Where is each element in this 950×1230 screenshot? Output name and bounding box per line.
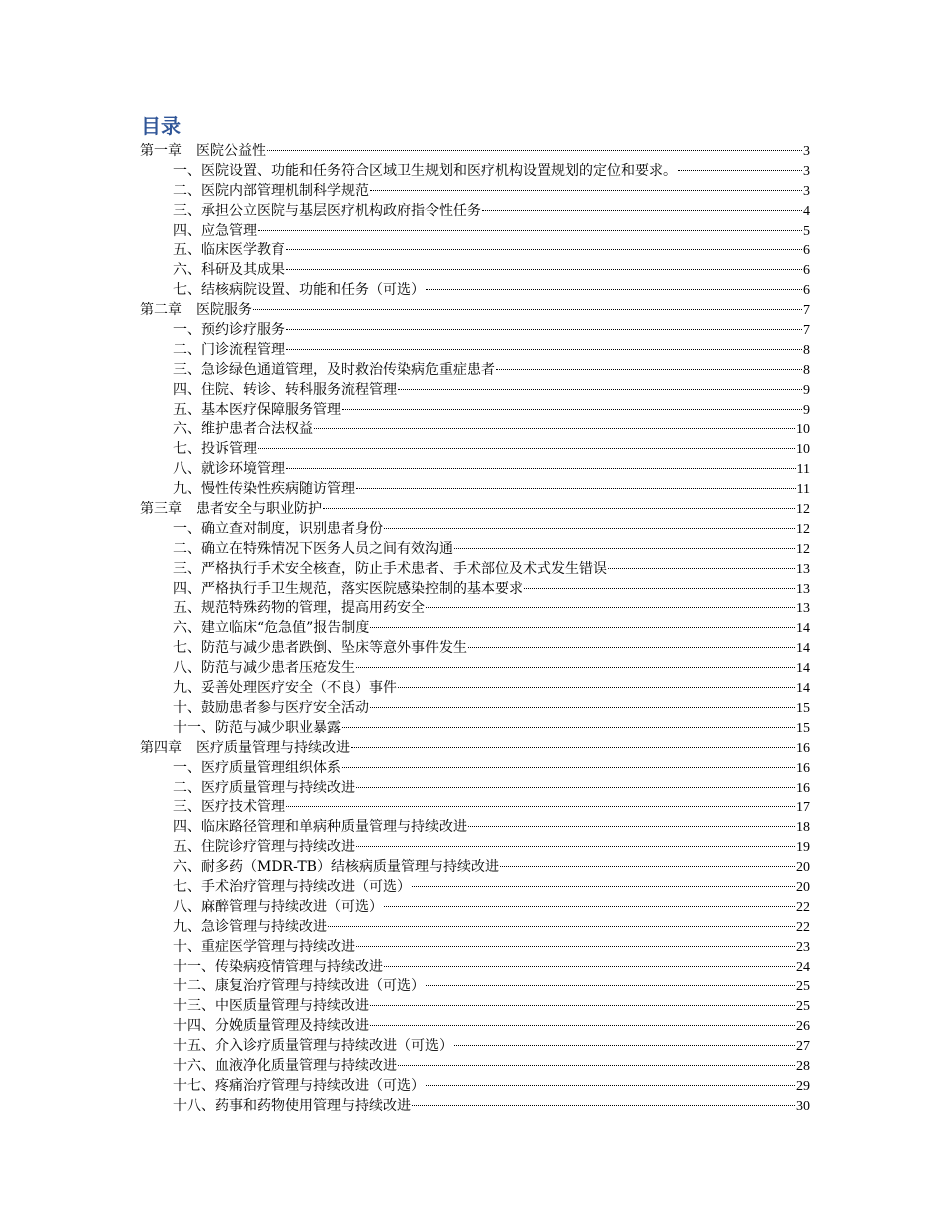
toc-page-number: 6 xyxy=(803,243,810,259)
toc-dot-leader xyxy=(286,329,802,330)
toc-dot-leader xyxy=(370,707,795,708)
toc-page-number: 27 xyxy=(796,1039,810,1055)
toc-page-number: 29 xyxy=(796,1078,810,1094)
toc-page-number: 16 xyxy=(796,780,810,796)
toc-page-number: 11 xyxy=(796,482,810,498)
toc-section-entry[interactable] xyxy=(140,599,810,619)
toc-page-number: 20 xyxy=(796,860,810,876)
toc-page-number: 25 xyxy=(796,979,810,995)
toc-page-number: 23 xyxy=(796,939,810,955)
toc-chapter-entry[interactable] xyxy=(140,142,810,162)
toc-section-entry[interactable] xyxy=(140,540,810,560)
toc-page-number: 3 xyxy=(803,183,810,199)
toc-page-number: 11 xyxy=(796,462,810,478)
toc-entry-text: 八、防范与减少患者压疮发生 xyxy=(173,660,355,677)
toc-entry-text: 七、投诉管理 xyxy=(173,441,257,458)
toc-entry-text: 二、确立在特殊情况下医务人员之间有效沟通 xyxy=(173,540,453,557)
toc-page-number: 4 xyxy=(803,203,810,219)
toc-dot-leader xyxy=(286,806,795,807)
toc-page-number: 14 xyxy=(796,661,810,677)
toc-page-number: 12 xyxy=(796,502,810,518)
toc-dot-leader xyxy=(398,389,802,390)
toc-section-entry[interactable] xyxy=(140,1057,810,1077)
toc-section-entry[interactable] xyxy=(140,1037,810,1057)
toc-section-entry[interactable] xyxy=(140,341,810,361)
toc-page-number: 20 xyxy=(796,879,810,895)
toc-page-number: 3 xyxy=(803,144,810,159)
toc-page-number: 22 xyxy=(796,899,810,915)
toc-entry-text: 四、严格执行手卫生规范，落实医院感染控制的基本要求 xyxy=(173,580,523,597)
toc-dot-leader xyxy=(370,1025,795,1026)
toc-entry-text: 第四章 医疗质量管理与持续改进 xyxy=(140,739,350,756)
toc-entry-text: 十、鼓励患者参与医疗安全活动 xyxy=(173,699,369,716)
toc-dot-leader xyxy=(468,826,795,827)
toc-dot-leader xyxy=(342,727,795,728)
toc-entry-text: 第三章 患者安全与职业防护 xyxy=(140,501,322,518)
toc-section-entry[interactable] xyxy=(140,560,810,580)
toc-page-number: 13 xyxy=(796,601,810,617)
toc-section-entry[interactable] xyxy=(140,281,810,301)
toc-section-entry[interactable] xyxy=(140,162,810,182)
toc-page-number: 10 xyxy=(796,442,810,458)
toc-dot-leader xyxy=(356,787,795,788)
toc-entry-text: 五、住院诊疗管理与持续改进 xyxy=(173,839,355,856)
toc-entry-text: 三、急诊绿色通道管理，及时救治传染病危重症患者 xyxy=(173,361,495,378)
toc-entry-text: 六、建立临床“危急值”报告制度 xyxy=(173,620,370,637)
toc-section-entry[interactable] xyxy=(140,719,810,739)
toc-page-number: 22 xyxy=(796,919,810,935)
toc-entry-text: 七、结核病院设置、功能和任务（可选） xyxy=(173,282,425,299)
toc-entry-text: 六、科研及其成果 xyxy=(173,262,285,279)
toc-entry-text: 五、基本医疗保障服务管理 xyxy=(173,401,341,418)
toc-dot-leader xyxy=(323,508,795,509)
toc-page-number: 24 xyxy=(796,959,810,975)
toc-page-number: 30 xyxy=(796,1098,810,1114)
toc-page-number: 26 xyxy=(796,1019,810,1035)
toc-entry-text: 二、医院内部管理机制科学规范 xyxy=(173,182,369,199)
toc-dot-leader xyxy=(314,428,795,429)
toc-entry-text: 十一、传染病疫情管理与持续改进 xyxy=(173,958,383,975)
toc-dot-leader xyxy=(426,985,795,986)
toc-page-number: 13 xyxy=(796,581,810,597)
toc-dot-leader xyxy=(412,886,795,887)
toc-entry-text: 八、麻醉管理与持续改进（可选） xyxy=(173,898,383,915)
toc-page-number: 25 xyxy=(796,999,810,1015)
toc-section-entry[interactable] xyxy=(140,222,810,242)
toc-entry-text: 九、慢性传染性疾病随访管理 xyxy=(173,481,355,498)
toc-section-entry[interactable] xyxy=(140,838,810,858)
toc-entry-text: 三、医疗技术管理 xyxy=(173,799,285,816)
toc-entry-text: 七、防范与减少患者跌倒、坠床等意外事件发生 xyxy=(173,640,467,657)
toc-section-entry[interactable] xyxy=(140,440,810,460)
toc-page-number: 14 xyxy=(796,641,810,657)
toc-page-number: 6 xyxy=(803,263,810,279)
toc-chapter-entry[interactable] xyxy=(140,301,810,321)
toc-entry-text: 十、重症医学管理与持续改进 xyxy=(173,938,355,955)
toc-dot-leader xyxy=(356,846,795,847)
toc-page-number: 18 xyxy=(796,820,810,836)
toc-entry-text: 十六、血液净化质量管理与持续改进 xyxy=(173,1057,397,1074)
toc-page-number: 6 xyxy=(803,283,810,299)
toc-dot-leader xyxy=(328,926,795,927)
toc-page-number: 15 xyxy=(796,720,810,736)
toc-entry-text: 四、住院、转诊、转科服务流程管理 xyxy=(173,381,397,398)
toc-dot-leader xyxy=(384,906,795,907)
toc-entry-text: 一、确立查对制度，识别患者身份 xyxy=(173,520,383,537)
toc-section-entry[interactable] xyxy=(140,182,810,202)
toc-section-entry[interactable] xyxy=(140,958,810,978)
toc-chapter-entry[interactable] xyxy=(140,739,810,759)
toc-section-entry[interactable] xyxy=(140,938,810,958)
toc-dot-leader xyxy=(258,448,795,449)
toc-dot-leader xyxy=(286,249,802,250)
toc-dot-leader xyxy=(524,588,795,589)
toc-section-entry[interactable] xyxy=(140,580,810,600)
toc-page-number: 16 xyxy=(796,760,810,776)
toc-page-number: 14 xyxy=(796,621,810,637)
toc-section-entry[interactable] xyxy=(140,818,810,838)
toc-dot-leader xyxy=(398,1065,795,1066)
toc-dot-leader xyxy=(384,528,795,529)
toc-entry-text: 七、手术治疗管理与持续改进（可选） xyxy=(173,878,411,895)
toc-section-entry[interactable] xyxy=(140,659,810,679)
toc-section-entry[interactable] xyxy=(140,420,810,440)
toc-dot-leader xyxy=(356,488,796,489)
toc-page-number: 19 xyxy=(796,840,810,856)
toc-dot-leader xyxy=(384,966,795,967)
toc-section-entry[interactable] xyxy=(140,1017,810,1037)
toc-section-entry[interactable] xyxy=(140,241,810,261)
toc-section-entry[interactable] xyxy=(140,699,810,719)
toc-section-entry[interactable] xyxy=(140,759,810,779)
toc-entry-text: 一、预约诊疗服务 xyxy=(173,322,285,339)
toc-dot-leader xyxy=(253,309,802,310)
toc-dot-leader xyxy=(286,349,802,350)
toc-section-entry[interactable] xyxy=(140,977,810,997)
toc-entry-text: 一、医院设置、功能和任务符合区域卫生规划和医疗机构设置规划的定位和要求。 xyxy=(173,162,677,179)
toc-page-number: 8 xyxy=(803,342,810,358)
toc-entry-text: 十二、康复治疗管理与持续改进（可选） xyxy=(173,978,425,995)
toc-entry-text: 四、应急管理 xyxy=(173,222,257,239)
toc-dot-leader xyxy=(370,190,802,191)
toc-dot-leader xyxy=(426,289,802,290)
toc-dot-leader xyxy=(342,409,802,410)
toc-page-number: 28 xyxy=(796,1058,810,1074)
toc-page-number: 7 xyxy=(803,323,810,339)
toc-entry-text: 三、承担公立医院与基层医疗机构政府指令性任务 xyxy=(173,202,481,219)
toc-page-number: 12 xyxy=(796,541,810,557)
toc-page-number: 16 xyxy=(796,740,810,756)
toc-section-entry[interactable] xyxy=(140,1077,810,1097)
toc-dot-leader xyxy=(342,767,795,768)
toc-dot-leader xyxy=(258,230,802,231)
toc-chapter-entry[interactable] xyxy=(140,500,810,520)
toc-section-entry[interactable] xyxy=(140,878,810,898)
toc-entry-text: 五、规范特殊药物的管理，提高用药安全 xyxy=(173,600,425,617)
toc-page-number: 14 xyxy=(796,681,810,697)
toc-entry-text: 十一、防范与减少职业暴露 xyxy=(173,719,341,736)
toc-dot-leader xyxy=(356,667,795,668)
toc-dot-leader xyxy=(426,607,795,608)
toc-entry-text: 四、临床路径管理和单病种质量管理与持续改进 xyxy=(173,819,467,836)
toc-section-entry[interactable] xyxy=(140,898,810,918)
toc-dot-leader xyxy=(608,568,795,569)
toc-title: 目录 xyxy=(141,114,181,138)
toc-entry-text: 十七、疼痛治疗管理与持续改进（可选） xyxy=(173,1077,425,1094)
toc-section-entry[interactable] xyxy=(140,520,810,540)
table-of-contents xyxy=(140,142,810,1117)
toc-section-entry[interactable] xyxy=(140,401,810,421)
toc-entry-text: 第一章 医院公益性 xyxy=(140,143,266,159)
toc-entry-text: 六、耐多药（MDR-TB）结核病质量管理与持续改进 xyxy=(173,859,499,876)
toc-page-number: 13 xyxy=(796,561,810,577)
toc-section-entry[interactable] xyxy=(140,679,810,699)
toc-section-entry[interactable] xyxy=(140,480,810,500)
toc-section-entry[interactable] xyxy=(140,1097,810,1117)
toc-section-entry[interactable] xyxy=(140,381,810,401)
toc-entry-text: 十四、分娩质量管理及持续改进 xyxy=(173,1018,369,1035)
toc-dot-leader xyxy=(286,468,796,469)
toc-dot-leader xyxy=(398,687,795,688)
toc-page-number: 15 xyxy=(796,700,810,716)
toc-section-entry[interactable] xyxy=(140,321,810,341)
toc-entry-text: 八、就诊环境管理 xyxy=(173,461,285,478)
toc-dot-leader xyxy=(351,747,795,748)
toc-dot-leader xyxy=(356,946,795,947)
toc-dot-leader xyxy=(454,1045,795,1046)
toc-section-entry[interactable] xyxy=(140,858,810,878)
toc-dot-leader xyxy=(468,647,795,648)
toc-dot-leader xyxy=(412,1105,795,1106)
toc-dot-leader xyxy=(370,627,795,628)
toc-entry-text: 十五、介入诊疗质量管理与持续改进（可选） xyxy=(173,1038,453,1055)
toc-entry-text: 十三、中医质量管理与持续改进 xyxy=(173,998,369,1015)
toc-dot-leader xyxy=(500,866,795,867)
toc-dot-leader xyxy=(267,150,802,151)
toc-entry-text: 第二章 医院服务 xyxy=(140,302,252,319)
toc-entry-text: 九、妥善处理医疗安全（不良）事件 xyxy=(173,680,397,697)
toc-dot-leader xyxy=(426,1085,795,1086)
toc-page-number: 7 xyxy=(803,303,810,319)
toc-page-number: 17 xyxy=(796,800,810,816)
toc-entry-text: 九、急诊管理与持续改进 xyxy=(173,918,327,935)
toc-section-entry[interactable] xyxy=(140,261,810,281)
toc-section-entry[interactable] xyxy=(140,460,810,480)
toc-section-entry[interactable] xyxy=(140,798,810,818)
toc-dot-leader xyxy=(286,269,802,270)
toc-page-number: 10 xyxy=(796,422,810,438)
toc-page-number: 8 xyxy=(803,362,810,378)
toc-dot-leader xyxy=(678,170,802,171)
toc-section-entry[interactable] xyxy=(140,619,810,639)
toc-dot-leader xyxy=(454,548,795,549)
toc-entry-text: 六、维护患者合法权益 xyxy=(173,421,313,438)
toc-section-entry[interactable] xyxy=(140,997,810,1017)
toc-entry-text: 三、严格执行手术安全核查，防止手术患者、手术部位及术式发生错误 xyxy=(173,560,607,577)
toc-dot-leader xyxy=(482,210,802,211)
toc-section-entry[interactable] xyxy=(140,361,810,381)
toc-dot-leader xyxy=(496,369,802,370)
toc-section-entry[interactable] xyxy=(140,202,810,222)
toc-entry-text: 二、门诊流程管理 xyxy=(173,341,285,358)
toc-dot-leader xyxy=(370,1005,795,1006)
toc-entry-text: 一、医疗质量管理组织体系 xyxy=(173,759,341,776)
toc-page-number: 3 xyxy=(803,163,810,179)
toc-entry-text: 二、医疗质量管理与持续改进 xyxy=(173,779,355,796)
toc-page-number: 12 xyxy=(796,521,810,537)
toc-page-number: 9 xyxy=(803,402,810,418)
toc-entry-text: 五、临床医学教育 xyxy=(173,242,285,259)
toc-page-number: 5 xyxy=(803,223,810,239)
toc-section-entry[interactable] xyxy=(140,779,810,799)
toc-page-number: 9 xyxy=(803,382,810,398)
toc-section-entry[interactable] xyxy=(140,639,810,659)
toc-section-entry[interactable] xyxy=(140,918,810,938)
toc-entry-text: 十八、药事和药物使用管理与持续改进 xyxy=(173,1097,411,1114)
